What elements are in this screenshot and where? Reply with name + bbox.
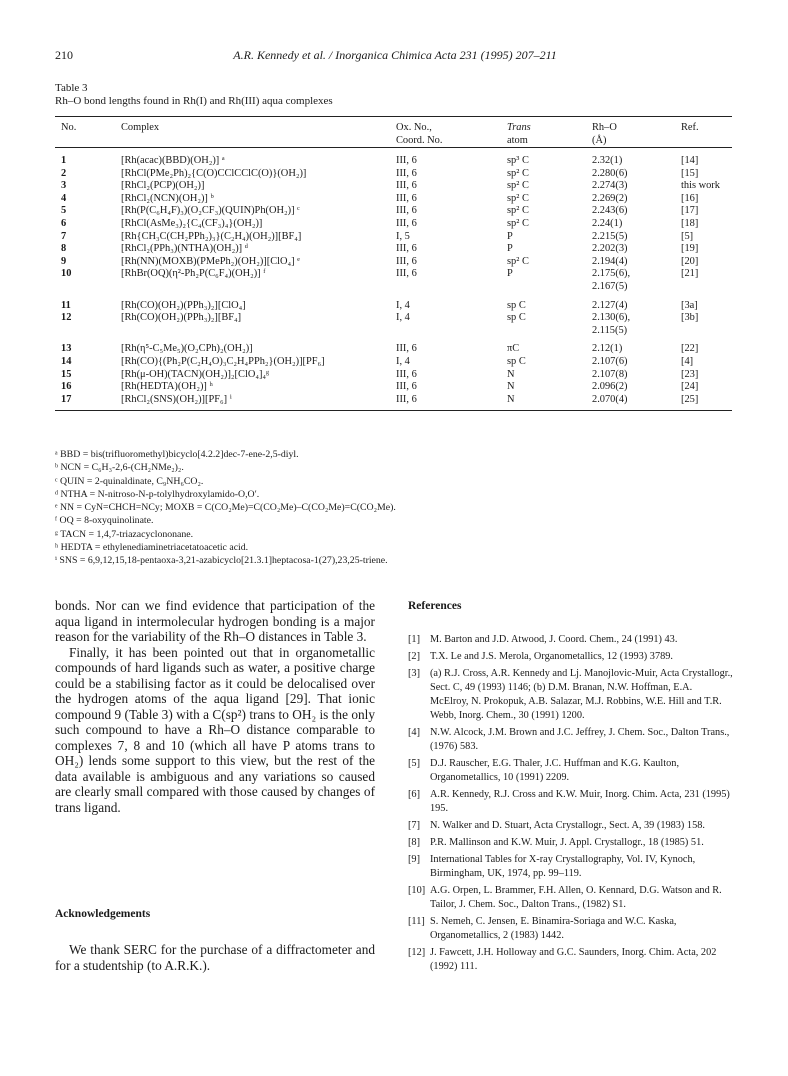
page-number: 210	[55, 48, 73, 62]
cell-complex: [Rh(HEDTA)(OH₂)] ʰ	[121, 381, 213, 393]
cell-trans: N	[507, 368, 515, 380]
reference-item	[408, 915, 733, 943]
cell-no: 2	[61, 167, 67, 179]
table-row	[55, 343, 732, 356]
cell-no: 7	[61, 230, 67, 242]
cell-rho: 2.215(5)	[592, 230, 628, 242]
table-row	[55, 256, 732, 269]
header-trans-line1: Trans	[507, 122, 531, 133]
table-header	[55, 117, 732, 147]
reference-number: [11]	[408, 916, 425, 927]
paragraph-1: bonds. Nor can we find evidence that participation of the aqua ligand in intermolecular hydrogen bonding is a major reason for the variability of the Rh–O distances in Table 3.	[55, 598, 375, 644]
cell-trans: sp³ C	[507, 155, 529, 166]
reference-item	[408, 650, 733, 664]
cell-ref: [25]	[681, 393, 699, 405]
cell-ref: [21]	[681, 268, 699, 280]
footnote: ᵃ BBD = bis(trifluoromethyl)bicyclo[4.2.2]dec-7-ene-2,5-diyl.	[55, 449, 299, 460]
cell-complex: [Rh(CO)(OH₂)(PPh₃)₂][BF₄]	[121, 312, 242, 324]
reference-item	[408, 853, 733, 881]
cell-trans: P	[507, 230, 513, 242]
table-bottom-rule	[55, 410, 732, 411]
cell-ox: I, 4	[396, 312, 410, 324]
header-rho	[592, 122, 617, 147]
cell-ref: [19]	[681, 243, 699, 255]
cell-rho-second: 2.167(5)	[592, 280, 628, 292]
table-row	[55, 205, 732, 218]
cell-ox: III, 6	[396, 180, 417, 192]
reference-text: N.W. Alcock, J.M. Brown and J.C. Jeffrey, J. Chem. Soc., Dalton Trans., (1976) 583.	[430, 727, 730, 752]
cell-ref: [22]	[681, 343, 699, 355]
cell-no: 11	[61, 299, 71, 311]
cell-no: 4	[61, 192, 67, 204]
table-row	[55, 155, 732, 168]
cell-trans: P	[507, 268, 513, 280]
cell-trans: sp C	[507, 299, 526, 311]
cell-trans: P	[507, 243, 513, 255]
cell-trans: sp C	[507, 312, 526, 324]
acknowledgements-heading: Acknowledgements	[55, 908, 151, 920]
cell-ox: III, 6	[396, 381, 417, 393]
cell-no: 14	[61, 355, 72, 367]
cell-ox: III, 6	[396, 243, 417, 255]
footnote: ᵉ NN = CyN=CHCH=NCy; MOXB = C(CO₂Me)=C(CO₂Me)–C(CO₂Me)=C(CO₂Me).	[55, 502, 396, 514]
reference-item	[408, 667, 733, 723]
table-title: Rh–O bond lengths found in Rh(I) and Rh(III) aqua complexes	[55, 95, 333, 107]
table-row	[55, 168, 732, 181]
footnote: ᵇ NCN = C₆H₃-2,6-(CH₂NMe₂)₂.	[55, 462, 184, 474]
cell-ref: [15]	[681, 167, 699, 179]
footnote: ʰ HEDTA = ethylenediaminetriacetatoacetic acid.	[55, 542, 249, 554]
table-row	[55, 231, 732, 244]
cell-ox: III, 6	[396, 368, 417, 380]
page-header	[55, 48, 735, 64]
cell-trans: sp C	[507, 355, 526, 367]
cell-rho: 2.280(6)	[592, 167, 628, 179]
body-text	[55, 598, 375, 815]
cell-rho: 2.269(2)	[592, 192, 628, 204]
cell-no: 10	[61, 268, 72, 280]
table-row-continuation	[55, 325, 732, 338]
cell-rho: 2.32(1)	[592, 155, 623, 166]
cell-complex: [RhCl₂(PPh₃)(NTHA)(OH₂)] ᵈ	[121, 243, 248, 255]
cell-trans: sp² C	[507, 217, 529, 229]
cell-rho: 2.194(4)	[592, 255, 628, 267]
header-ox-line1: Ox. No.,	[396, 122, 432, 133]
reference-number: [5]	[408, 758, 421, 769]
cell-rho: 2.070(4)	[592, 393, 628, 405]
cell-rho: 2.127(4)	[592, 299, 628, 311]
reference-text: P.R. Mallinson and K.W. Muir, J. Appl. Crystallogr., 18 (1985) 51.	[430, 837, 704, 848]
cell-no: 6	[61, 217, 67, 229]
cell-ref: [14]	[681, 155, 699, 166]
reference-item	[408, 633, 733, 647]
reference-number: [9]	[408, 854, 421, 865]
cell-ref: [4]	[681, 355, 694, 367]
cell-ox: III, 6	[396, 393, 417, 405]
bond-length-table	[55, 116, 732, 411]
cell-complex: [Rh(NN)(MOXB)(PMePh₂)(OH₂)][ClO₄] ᵉ	[121, 255, 300, 267]
reference-item	[408, 884, 733, 912]
cell-rho-second: 2.115(5)	[592, 324, 628, 336]
cell-ox: I, 4	[396, 299, 410, 311]
cell-ox: I, 4	[396, 355, 410, 367]
table-row	[55, 300, 732, 313]
header-rho-line2: (Å)	[592, 134, 607, 146]
cell-complex: [Rh(CO){(Ph₂P(C₂H₄O)₃C₂H₄PPh₂}(OH₂)][PF₆]	[121, 355, 325, 367]
cell-trans: sp² C	[507, 192, 529, 204]
cell-trans: sp² C	[507, 255, 529, 267]
reference-text: International Tables for X-ray Crystallography, Vol. IV, Kynoch, Birmingham, UK, 1974, pp. 99–119.	[430, 854, 696, 879]
paragraph-2: Finally, it has been pointed out that in organometallic compounds of hard ligands such as water, a positive charge could be a stabilising factor as it could be delocalised over the hydrogen atoms of the aqua ligand [29]. That ionic compound 9 (Table 3) with a C(sp²) trans to OH₂ is the only such compound to have a Rh–O distance comparable to complexes 7, 8 and 10 (which all have P atoms trans to OH₂) lends some support to this view, but the rest of the data available is ambiguous and any variations so caused are clearly small compared with those caused by changes of trans ligand.	[55, 644, 375, 815]
cell-ref: [23]	[681, 368, 699, 380]
reference-text: T.X. Le and J.S. Merola, Organometallics, 12 (1993) 3789.	[430, 651, 673, 662]
reference-number: [12]	[408, 947, 426, 958]
footnote: ⁱ SNS = 6,9,12,15,18-pentaoxa-3,21-azabicyclo[21.3.1]heptacosa-1(27),23,25-triene.	[55, 555, 388, 567]
cell-no: 16	[61, 381, 72, 393]
table-row	[55, 356, 732, 369]
cell-rho: 2.12(1)	[592, 343, 623, 355]
reference-number: [4]	[408, 727, 421, 738]
header-no: No.	[61, 122, 77, 133]
running-head: A.R. Kennedy et al. / Inorganica Chimica Acta 231 (1995) 207–211	[233, 48, 557, 62]
cell-trans: N	[507, 393, 515, 405]
cell-trans: sp² C	[507, 167, 529, 179]
reference-text: D.J. Rauscher, E.G. Thaler, J.C. Huffman and K.G. Kaulton, Organometallics, 10 (1991) 2209.	[430, 758, 680, 783]
reference-item	[408, 788, 733, 816]
cell-rho: 2.274(3)	[592, 180, 628, 192]
cell-trans: N	[507, 381, 515, 393]
cell-ref: [16]	[681, 192, 699, 204]
cell-ox: III, 6	[396, 268, 417, 280]
table-row	[55, 369, 732, 382]
header-trans-line2: atom	[507, 134, 528, 146]
header-ox	[396, 122, 442, 147]
reference-number: [3]	[408, 668, 421, 679]
cell-rho: 2.243(6)	[592, 205, 628, 217]
reference-number: [10]	[408, 885, 426, 896]
reference-item	[408, 819, 733, 833]
cell-ox: III, 6	[396, 217, 417, 229]
reference-number: [6]	[408, 789, 421, 800]
cell-complex: [Rh(P(C₆H₄F)₃)(O₂CF₃)(QUIN)Ph(OH₂)] ᶜ	[121, 205, 300, 217]
table-body	[55, 155, 732, 406]
cell-rho: 2.107(6)	[592, 355, 628, 367]
cell-no: 17	[61, 393, 72, 405]
cell-ox: III, 6	[396, 192, 417, 204]
cell-ref: [20]	[681, 255, 699, 267]
cell-complex: [RhCl₂(NCN)(OH₂)] ᵇ	[121, 192, 214, 204]
table-row	[55, 218, 732, 231]
cell-no: 8	[61, 243, 67, 255]
cell-ref: [17]	[681, 205, 699, 217]
cell-no: 9	[61, 255, 67, 267]
reference-text: (a) R.J. Cross, A.R. Kennedy and Lj. Manojlovic-Muir, Acta Crystallogr., Sect. C, 49 (1993) 1146; (b) D.M. Branan, N.W. Hoffman, E.A. McElroy, N. Prokopuk, A.B. Salazar, M.J. Robbins, W.E. Hill and T.R. Webb, Inorg. Chem., 30 (1991) 1200.	[430, 668, 733, 721]
cell-complex: [Rh{CH₃C(CH₂PPh₂)₃}(C₂H₄)(OH₂)][BF₄]	[121, 230, 302, 242]
cell-no: 12	[61, 312, 72, 324]
cell-ref: this work	[681, 180, 720, 192]
cell-no: 5	[61, 205, 67, 217]
reference-number: [7]	[408, 820, 421, 831]
cell-complex: [Rh(η⁵-C₅Me₅)(O₂CPh)₂(OH₂)]	[121, 343, 253, 355]
cell-complex: [Rh(CO)(OH₂)(PPh₃)₂][ClO₄]	[121, 299, 246, 311]
reference-item	[408, 757, 733, 785]
cell-ref: [3a]	[681, 299, 698, 311]
cell-ox: III, 6	[396, 155, 417, 166]
cell-trans: sp² C	[507, 205, 529, 217]
table-row	[55, 312, 732, 325]
table-row	[55, 193, 732, 206]
footnote: ᶠ OQ = 8-oxyquinolinate.	[55, 515, 154, 527]
cell-rho: 2.107(8)	[592, 368, 628, 380]
cell-ref: [3b]	[681, 312, 699, 324]
reference-text: A.R. Kennedy, R.J. Cross and K.W. Muir, Inorg. Chim. Acta, 231 (1995) 195.	[430, 789, 730, 814]
cell-rho: 2.24(1)	[592, 217, 623, 229]
cell-complex: [Rh(μ-OH)(TACN)(OH₂)]₂[ClO₄]₄ᵍ	[121, 368, 270, 380]
cell-ox: III, 6	[396, 167, 417, 179]
footnote: ᵈ NTHA = N-nitroso-N-p-tolylhydroxylamido-O,O′.	[55, 488, 260, 500]
footnote: ᶜ QUIN = 2-quinaldinate, C₉NH₆CO₂.	[55, 475, 204, 487]
acknowledgements-text: We thank SERC for the purchase of a diffractometer and for a studentship (to A.R.K.).	[55, 942, 375, 973]
cell-complex: [Rh(acac)(BBD)(OH₂)] ᵃ	[121, 155, 225, 166]
reference-item	[408, 726, 733, 754]
header-trans	[507, 122, 531, 147]
reference-text: S. Nemeh, C. Jensen, E. Binamira-Soriaga and W.C. Kaska, Organometallics, 2 (1983) 1442.	[430, 916, 677, 941]
cell-ox: III, 6	[396, 255, 417, 267]
cell-rho: 2.130(6),	[592, 312, 631, 324]
cell-trans: sp² C	[507, 180, 529, 192]
cell-complex: [RhCl₂(SNS)(OH₂)][PF₆] ⁱ	[121, 393, 232, 405]
reference-item	[408, 836, 733, 850]
table-row	[55, 180, 732, 193]
cell-no: 1	[61, 155, 67, 166]
cell-rho: 2.202(3)	[592, 243, 628, 255]
cell-no: 13	[61, 343, 72, 355]
reference-item	[408, 946, 733, 974]
cell-ox: III, 6	[396, 205, 417, 217]
reference-number: [8]	[408, 837, 421, 848]
table-row	[55, 394, 732, 407]
cell-ox: III, 6	[396, 343, 417, 355]
footnote: ᵍ TACN = 1,4,7-triazacyclononane.	[55, 528, 194, 540]
reference-text: M. Barton and J.D. Atwood, J. Coord. Chem., 24 (1991) 43.	[430, 634, 678, 645]
reference-text: N. Walker and D. Stuart, Acta Crystallogr., Sect. A, 39 (1983) 158.	[430, 820, 705, 831]
cell-trans: πC	[507, 343, 520, 355]
reference-number: [1]	[408, 634, 421, 645]
table-row	[55, 243, 732, 256]
table-row	[55, 268, 732, 281]
cell-complex: [RhCl(PMe₂Ph)₂{C(O)CClCClC(O)}(OH₂)]	[121, 167, 307, 179]
reference-number: [2]	[408, 651, 421, 662]
cell-no: 15	[61, 368, 72, 380]
header-rho-line1: Rh–O	[592, 122, 617, 133]
table-row	[55, 381, 732, 394]
header-ox-line2: Coord. No.	[396, 134, 443, 146]
cell-ref: [5]	[681, 230, 694, 242]
cell-complex: [RhBr(OQ)(η²-Ph₂P(C₆F₄)(OH₂)] ᶠ	[121, 268, 266, 280]
table-label: Table 3	[55, 82, 88, 94]
cell-ref: [24]	[681, 381, 699, 393]
header-complex: Complex	[121, 122, 160, 133]
cell-ref: [18]	[681, 217, 699, 229]
reference-text: J. Fawcett, J.H. Holloway and G.C. Saunders, Inorg. Chim. Acta, 202 (1992) 111.	[430, 947, 717, 972]
cell-rho: 2.096(2)	[592, 381, 628, 393]
reference-text: A.G. Orpen, L. Brammer, F.H. Allen, O. Kennard, D.G. Watson and R. Tailor, J. Chem. Soc., Dalton Trans., (1982) S1.	[430, 885, 722, 910]
table-row-continuation	[55, 281, 732, 294]
cell-complex: [RhCl(AsMe₃)₂{C₄(CF₃)₄}(OH₂)]	[121, 217, 263, 229]
references-list	[408, 633, 733, 977]
cell-rho: 2.175(6),	[592, 268, 631, 280]
cell-complex: [RhCl₂(PCP)(OH₂)]	[121, 180, 205, 192]
cell-no: 3	[61, 180, 67, 192]
header-ref: Ref.	[681, 122, 699, 133]
references-heading: References	[408, 600, 462, 612]
table-caption	[55, 82, 333, 108]
table-footnotes	[55, 448, 725, 568]
cell-ox: I, 5	[396, 230, 410, 242]
